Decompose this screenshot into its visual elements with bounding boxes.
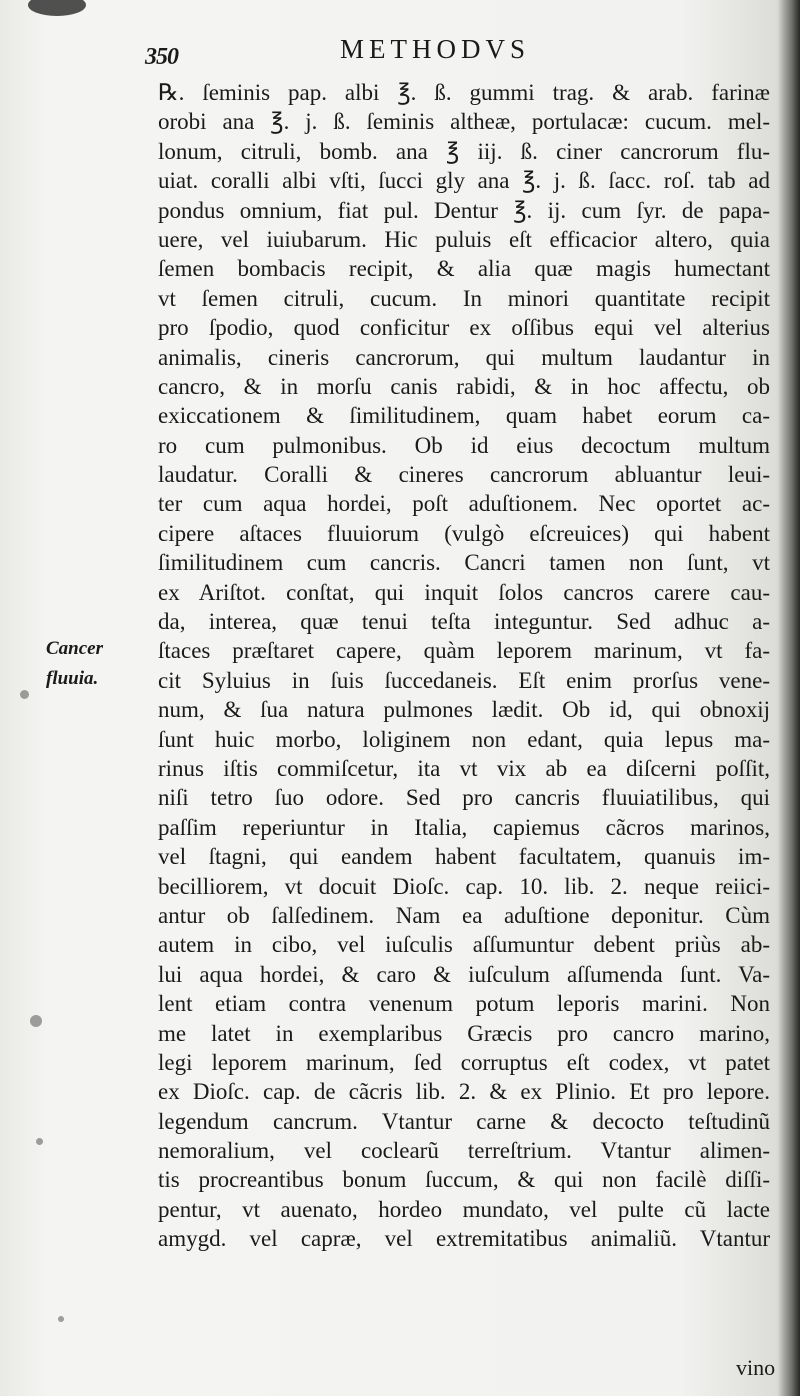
body-text	[158, 78, 770, 1254]
text-line: lui aqua hordei, & caro & iuſculum aſſumenda ſunt. Va-	[158, 961, 770, 987]
text-line: autem in cibo, vel iuſculis aſſumuntur debent priùs ab-	[158, 932, 770, 958]
text-line: pentur, vt auenato, hordeo mundato, vel pulte cũ lacte	[158, 1196, 770, 1222]
text-line: da, interea, quæ tenui teſta integuntur. Sed adhuc a-	[158, 609, 770, 635]
text-line: pondus omnium, fiat pul. Dentur ℥. ij. cum ſyr. de papa-	[158, 197, 770, 223]
page-edge-shadow	[778, 0, 800, 1396]
text-line: orobi ana ℥. j. ß. ſeminis altheæ, portulacæ: cucum. mel-	[158, 109, 770, 135]
marginal-note-line: fluuia.	[46, 668, 99, 689]
text-line: legendum cancrum. Vtantur carne & decocto teſtudinũ	[158, 1108, 770, 1134]
text-line: becilliorem, vt docuit Dioſc. cap. 10. lib. 2. neque reiici-	[158, 873, 770, 899]
text-line: lent etiam contra venenum potum leporis marini. Non	[158, 991, 770, 1017]
text-line: lonum, citruli, bomb. ana ℥ iij. ß. ciner cancrorum flu-	[158, 138, 770, 164]
text-line: laudatur. Coralli & cineres cancrorum abluantur leui-	[158, 462, 770, 488]
text-line: num, & ſua natura pulmones lædit. Ob id, qui obnoxij	[158, 697, 770, 723]
catchword: vino	[736, 1355, 776, 1380]
text-line: uiat. coralli albi vſti, ſucci gly ana ℥. j. ß. ſacc. roſ. tab ad	[158, 168, 770, 194]
text-line: ex Dioſc. cap. de cãcris lib. 2. & ex Plinio. Et pro lepore.	[158, 1079, 770, 1105]
marginal-note	[46, 634, 103, 694]
text-line: ro cum pulmonibus. Ob id eius decoctum multum	[158, 432, 770, 458]
text-line: ter cum aqua hordei, poſt aduſtionem. Nec oportet ac-	[158, 491, 770, 517]
text-line: ſimilitudinem cum cancris. Cancri tamen non ſunt, vt	[158, 550, 770, 576]
text-line: legi leporem marinum, ſed corruptus eſt codex, vt patet	[158, 1049, 770, 1075]
text-line: vel ſtagni, qui eandem habent facultatem, quanuis im-	[158, 844, 770, 870]
text-line: amygd. vel capræ, vel extremitatibus animaliũ. Vtantur	[158, 1226, 770, 1252]
text-line: ſunt huic morbo, loliginem non edant, quia lepus ma-	[158, 726, 770, 752]
ink-blot	[28, 0, 86, 16]
text-line: me latet in exemplaribus Græcis pro cancro marino,	[158, 1020, 770, 1046]
text-line: animalis, cineris cancrorum, qui multum laudantur in	[158, 344, 770, 370]
text-line: tis procreantibus bonum ſuccum, & qui non facilè diſſi-	[158, 1167, 770, 1193]
text-line: ſtaces præſtaret capere, quàm leporem marinum, vt fa-	[158, 638, 770, 664]
text-line: ex Ariſtot. conſtat, qui inquit ſolos cancros carere cau-	[158, 579, 770, 605]
text-line: rinus iſtis commiſcetur, ita vt vix ab ea diſcerni poſſit,	[158, 755, 770, 781]
page-number: 350	[145, 44, 178, 70]
text-line: antur ob ſalſedinem. Nam ea aduſtione deponitur. Cùm	[158, 902, 770, 928]
text-line: paſſim reperiuntur in Italia, capiemus cãcros marinos,	[158, 814, 770, 840]
text-line: cancro, & in morſu canis rabidi, & in hoc affectu, ob	[158, 373, 770, 399]
running-head: METHODVS	[340, 34, 531, 64]
text-line: cipere aſtaces fluuiorum (vulgò eſcreuices) qui habent	[158, 520, 770, 546]
text-line: pro ſpodio, quod conficitur ex oſſibus equi vel alterius	[158, 315, 770, 341]
ink-speck	[30, 1015, 42, 1027]
text-line: cit Syluius in ſuis ſuccedaneis. Eſt enim prorſus vene-	[158, 667, 770, 693]
text-line: niſi tetro ſuo odore. Sed pro cancris fluuiatilibus, qui	[158, 785, 770, 811]
ink-speck	[58, 1316, 64, 1322]
text-line: vt ſemen citruli, cucum. In minori quantitate recipit	[158, 285, 770, 311]
text-line: uere, vel iuiubarum. Hic puluis eſt efficacior altero, quia	[158, 226, 770, 252]
text-line: ſemen bombacis recipit, & alia quæ magis humectant	[158, 256, 770, 282]
marginal-note-line: Cancer	[46, 638, 103, 659]
text-line: nemoralium, vel coclearũ terreſtrium. Vtantur alimen-	[158, 1138, 770, 1164]
ink-speck	[36, 1138, 43, 1145]
text-line: ℞. ſeminis pap. albi ℥. ß. gummi trag. & arab. farinæ	[158, 80, 770, 105]
text-line: exiccationem & ſimilitudinem, quam habet eorum ca-	[158, 403, 770, 429]
ink-speck	[20, 690, 29, 699]
